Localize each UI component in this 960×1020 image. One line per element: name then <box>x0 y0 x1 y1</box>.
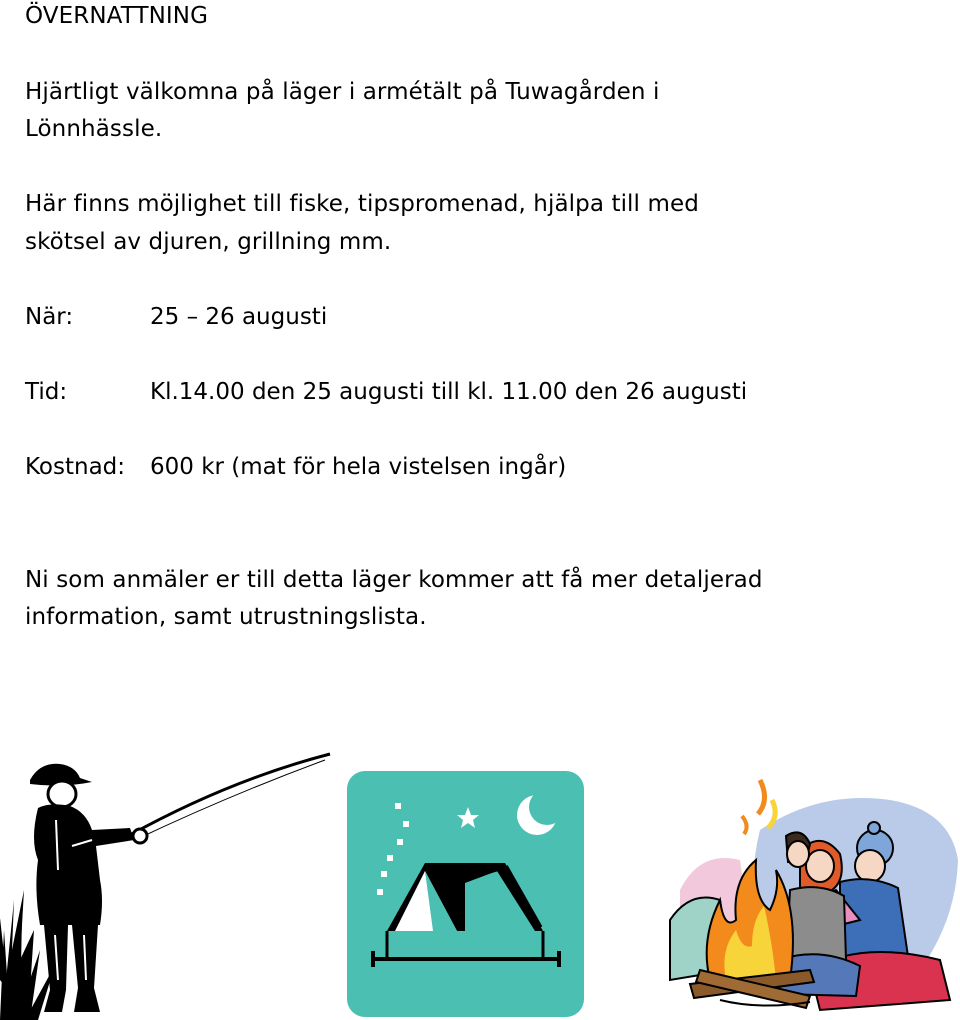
when-label: När: <box>25 304 74 330</box>
activities-line-2: skötsel av djuren, grillning mm. <box>25 229 392 255</box>
time-value: Kl.14.00 den 25 augusti till kl. 11.00 den 26 augusti <box>150 379 748 405</box>
tent-icon <box>347 771 584 1017</box>
footer-line-2: information, samt utrustningslista. <box>25 604 427 630</box>
when-value: 25 – 26 augusti <box>150 304 328 330</box>
intro-line-2: Lönnhässle. <box>25 116 163 142</box>
cost-label: Kostnad: <box>25 454 126 480</box>
time-label: Tid: <box>25 379 68 405</box>
campfire-icon <box>660 770 960 1020</box>
page-heading: ÖVERNATTNING <box>25 3 209 29</box>
intro-line-1: Hjärtligt välkomna på läger i armétält på Tuwagården i <box>25 79 660 105</box>
footer-line-1: Ni som anmäler er till detta läger kommer att få mer detaljerad <box>25 567 763 593</box>
fisherman-icon <box>0 750 335 1020</box>
activities-line-1: Här finns möjlighet till fiske, tipspromenad, hjälpa till med <box>25 191 699 217</box>
cost-value: 600 kr (mat för hela vistelsen ingår) <box>150 454 567 480</box>
